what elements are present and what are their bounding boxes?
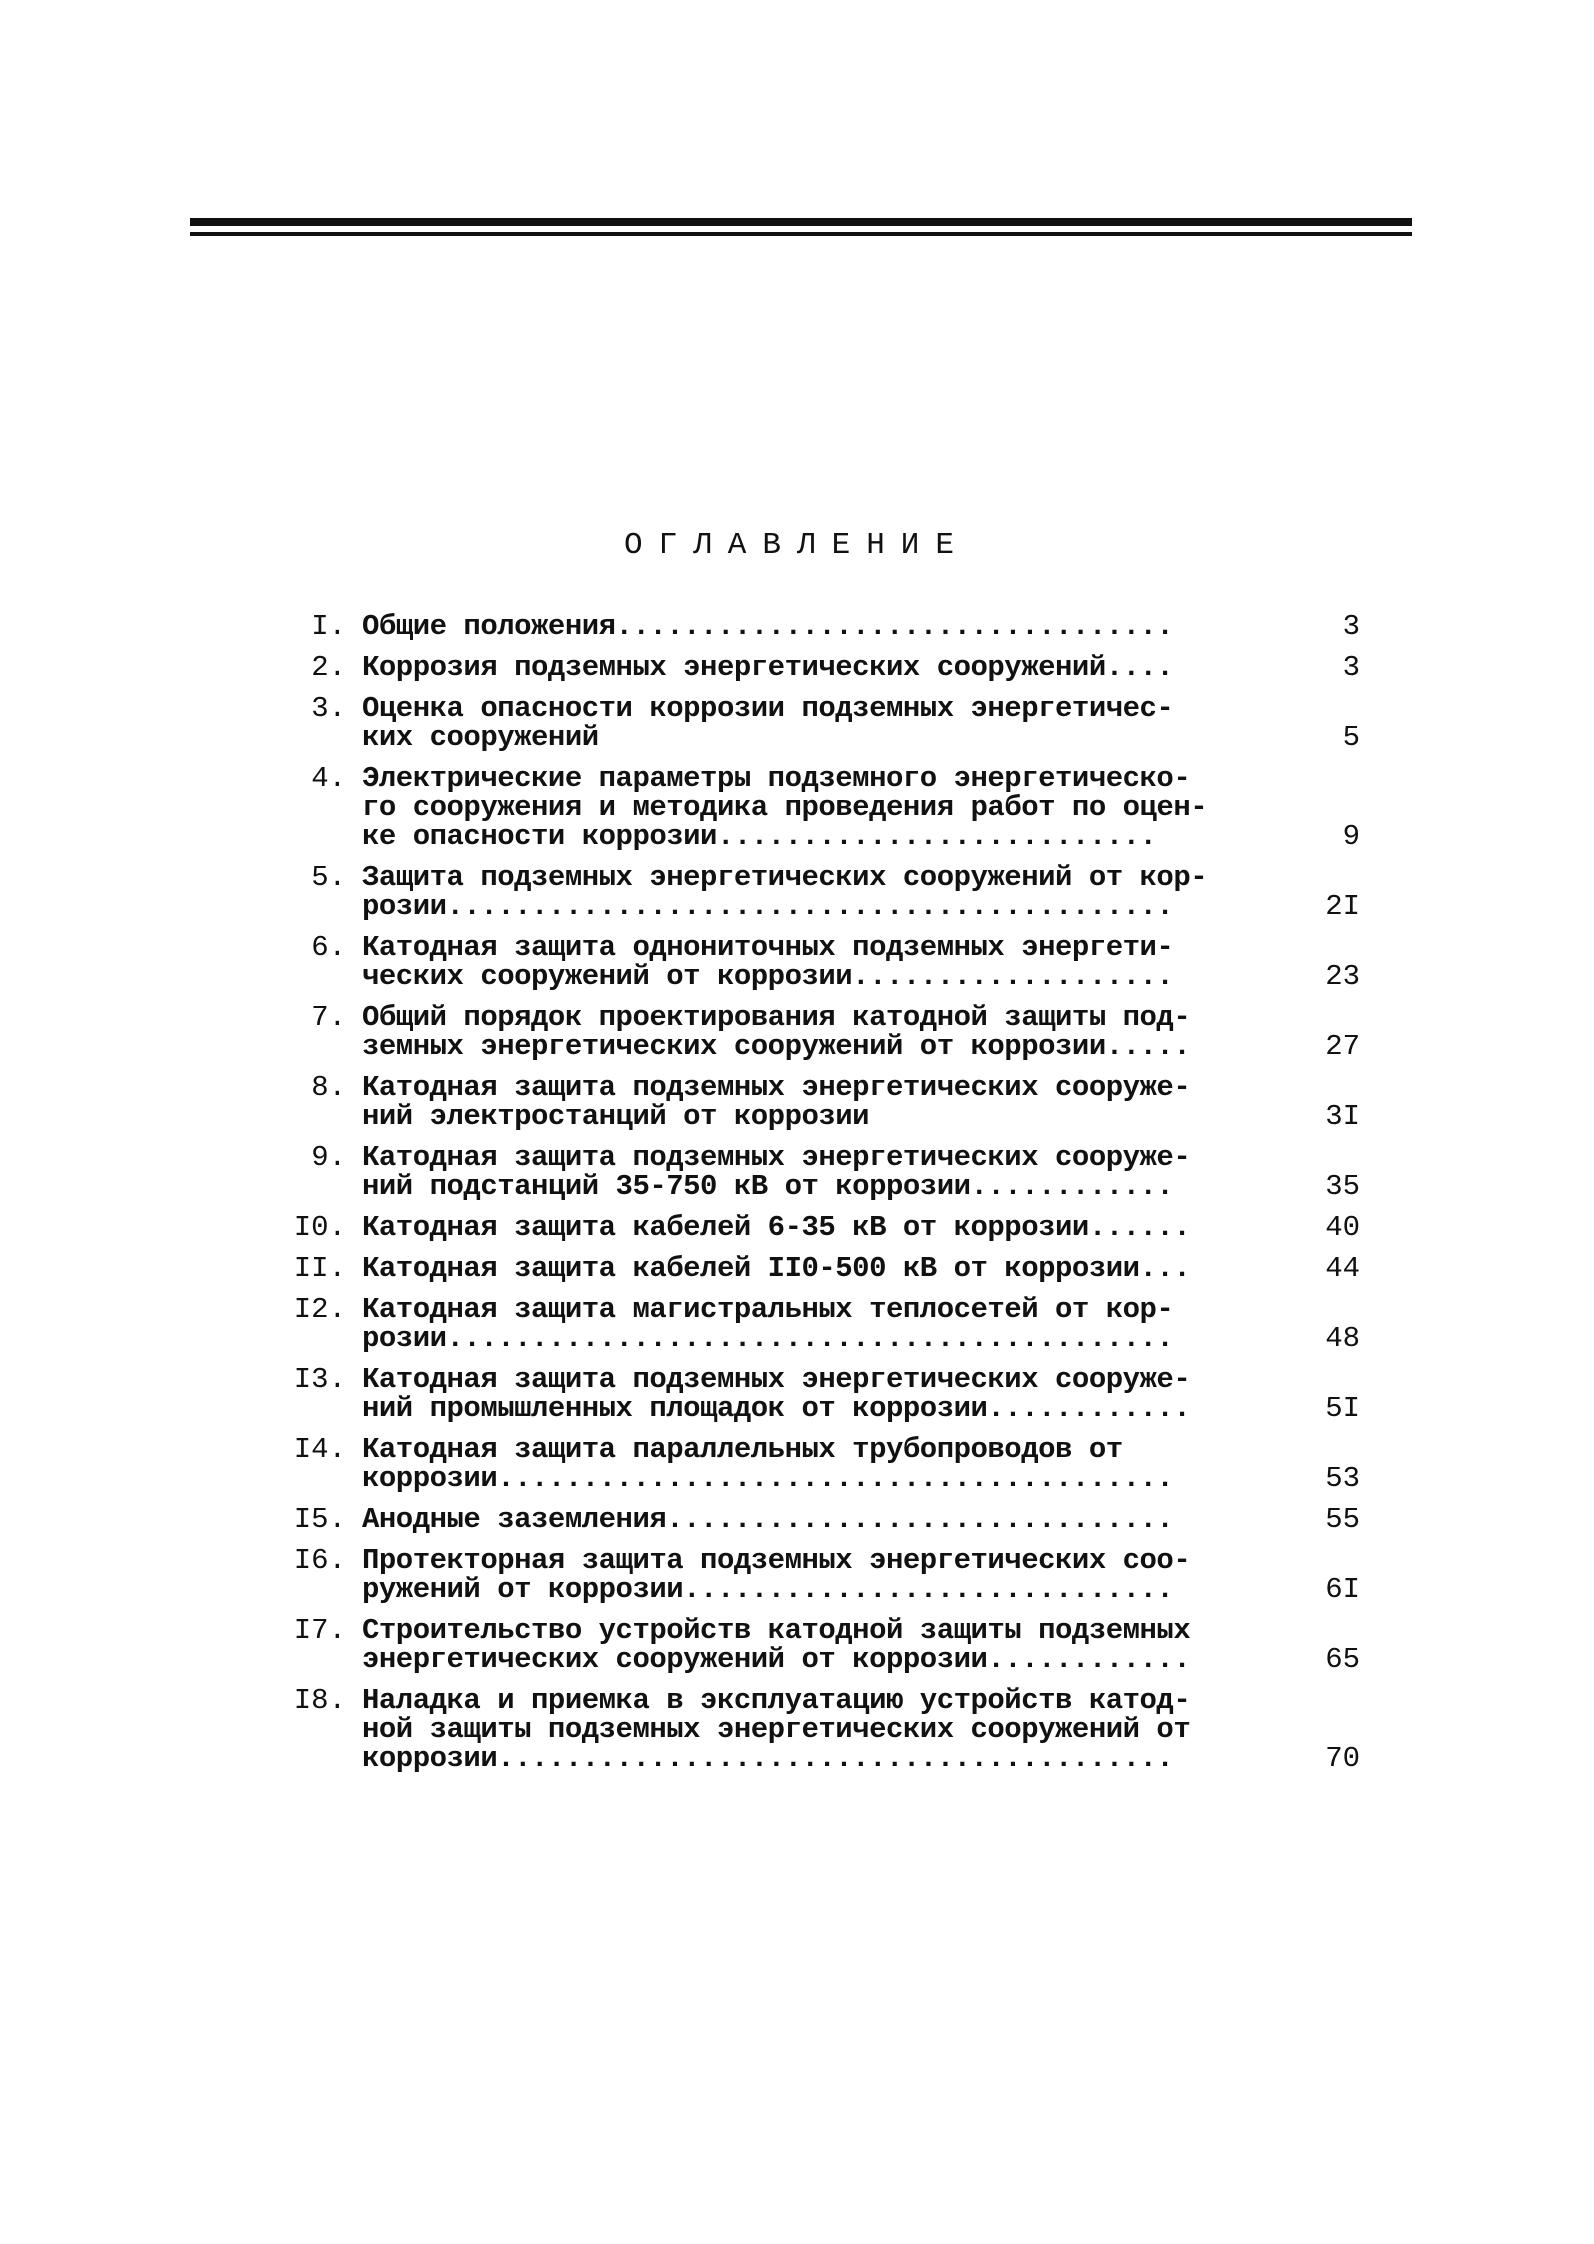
toc-entry[interactable]: [270, 1505, 1360, 1534]
entry-page: 44: [1325, 1252, 1360, 1285]
toc-entry[interactable]: [270, 1254, 1360, 1283]
entry-page: 27: [1325, 1030, 1360, 1063]
entry-text: Катодная защита параллельных трубопроводов от коррозии........................................: [362, 1433, 1174, 1495]
entry-text: Защита подземных энергетических сооружений от кор- розии...........................................: [362, 861, 1208, 923]
entry-text: Протекторная защита подземных энергетических соо- ружений от коррозии.............................: [362, 1544, 1191, 1606]
entry-number: 2.: [311, 651, 346, 684]
toc-entry[interactable]: [270, 1213, 1360, 1242]
entry-text: Общий порядок проектирования катодной защиты под- земных энергетических сооружений от коррозии.....: [362, 1001, 1191, 1063]
entry-text: Коррозия подземных энергетических сооружений....: [362, 651, 1174, 684]
toc-entry[interactable]: [270, 653, 1360, 682]
top-rule: [190, 218, 1412, 226]
entry-text: Катодная защита однониточных подземных энергети- ческих сооружений от коррозии...................: [362, 931, 1174, 993]
toc-entry[interactable]: [270, 694, 1360, 752]
entry-number: 9.: [311, 1141, 346, 1174]
table-of-contents: [270, 612, 1360, 1785]
toc-entry[interactable]: [270, 1546, 1360, 1604]
toc-entry[interactable]: [270, 1686, 1360, 1773]
entry-text: Катодная защита магистральных теплосетей от кор- розии...........................................: [362, 1293, 1174, 1355]
entry-number: 8.: [311, 1071, 346, 1104]
page-title: ОГЛАВЛЕНИЕ: [623, 528, 971, 563]
toc-entry[interactable]: [270, 933, 1360, 991]
toc-entry[interactable]: [270, 863, 1360, 921]
entry-text: Общие положения.................................: [362, 610, 1174, 643]
entry-page: 6I: [1325, 1573, 1360, 1606]
entry-page: 40: [1325, 1211, 1360, 1244]
entry-text: Катодная защита кабелей 6-35 кВ от коррозии......: [362, 1211, 1191, 1244]
entry-number: I8.: [293, 1684, 346, 1717]
entry-page: 2I: [1325, 890, 1360, 923]
entry-number: II.: [293, 1252, 346, 1285]
toc-entry[interactable]: [270, 1295, 1360, 1353]
entry-page: 70: [1325, 1742, 1360, 1775]
entry-page: 48: [1325, 1322, 1360, 1355]
entry-number: I5.: [293, 1503, 346, 1536]
entry-number: I2.: [293, 1293, 346, 1326]
toc-entry[interactable]: [270, 764, 1360, 851]
entry-text: Катодная защита кабелей II0-500 кВ от коррозии...: [362, 1252, 1191, 1285]
entry-page: 53: [1325, 1462, 1360, 1495]
entry-page: 9: [1342, 820, 1360, 853]
entry-page: 65: [1325, 1643, 1360, 1676]
toc-entry[interactable]: [270, 612, 1360, 641]
toc-entry[interactable]: [270, 1143, 1360, 1201]
entry-number: 4.: [311, 762, 346, 795]
entry-page: 23: [1325, 960, 1360, 993]
entry-page: 55: [1325, 1503, 1360, 1536]
entry-page: 3: [1342, 610, 1360, 643]
toc-entry[interactable]: [270, 1435, 1360, 1493]
entry-page: 3: [1342, 651, 1360, 684]
toc-entry[interactable]: [270, 1003, 1360, 1061]
entry-number: 3.: [311, 692, 346, 725]
toc-entry[interactable]: [270, 1365, 1360, 1423]
entry-number: 5.: [311, 861, 346, 894]
entry-text: Катодная защита подземных энергетических сооруже- ний электростанций от коррозии: [362, 1071, 1191, 1133]
entry-number: 7.: [311, 1001, 346, 1034]
entry-number: I4.: [293, 1433, 346, 1466]
entry-number: 6.: [311, 931, 346, 964]
entry-number: I0.: [293, 1211, 346, 1244]
entry-page: 5: [1342, 721, 1360, 754]
toc-entry[interactable]: [270, 1073, 1360, 1131]
entry-text: Катодная защита подземных энергетических сооруже- ний промышленных площадок от коррозии............: [362, 1363, 1191, 1425]
entry-page: 3I: [1325, 1100, 1360, 1133]
toc-entry[interactable]: [270, 1616, 1360, 1674]
entry-page: 35: [1325, 1170, 1360, 1203]
entry-number: I6.: [293, 1544, 346, 1577]
entry-text: Электрические параметры подземного энергетическо- го сооружения и методика проведения работ по оцен- ке опасности коррозии..........................: [362, 762, 1208, 853]
entry-text: Наладка и приемка в эксплуатацию устройств катод- ной защиты подземных энергетических сооружений от коррозии........................................: [362, 1684, 1191, 1775]
entry-text: Строительство устройств катодной защиты подземных энергетических сооружений от коррозии............: [362, 1614, 1191, 1676]
top-rule-thin: [190, 232, 1412, 236]
entry-number: I.: [311, 610, 346, 643]
entry-text: Анодные заземления..............................: [362, 1503, 1174, 1536]
entry-number: I7.: [293, 1614, 346, 1647]
entry-number: I3.: [293, 1363, 346, 1396]
entry-text: Оценка опасности коррозии подземных энергетичес- ких сооружений: [362, 692, 1174, 754]
entry-text: Катодная защита подземных энергетических сооруже- ний подстанций 35-750 кВ от коррозии............: [362, 1141, 1191, 1203]
entry-page: 5I: [1325, 1392, 1360, 1425]
